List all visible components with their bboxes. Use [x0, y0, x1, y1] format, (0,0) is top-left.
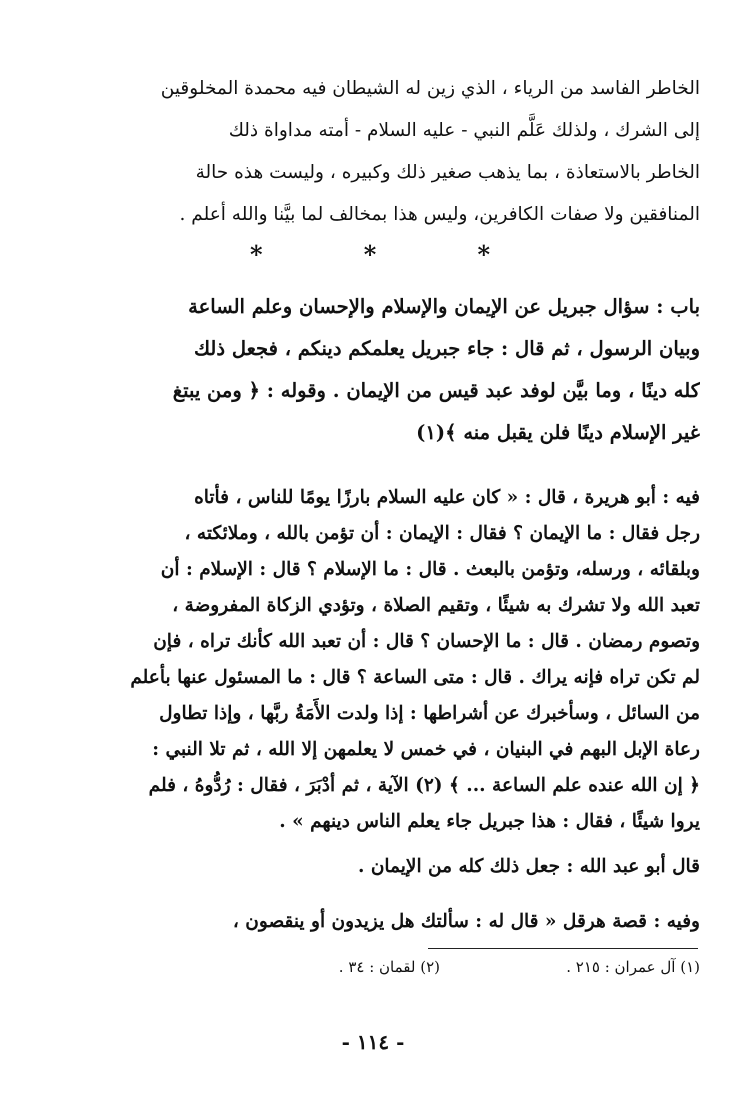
text-line: لم تكن تراه فإنه يراك . قال : متى الساعة ؟ قال : ما المسئول عنها بأعلم [130, 667, 700, 688]
hadith-text [82, 480, 700, 840]
footnote-1: (١) آل عمران : ٢١٥ . [566, 958, 700, 976]
heading-line: غير الإسلام دينًا فلن يقبل منه ﴾(١) [416, 421, 700, 444]
separator-star: * [477, 240, 490, 269]
text-line: وبلقائه ، ورسله، وتؤمن بالبعث . قال : ما الإسلام ؟ قال : الإسلام : أن [160, 559, 700, 580]
text-line: الخاطر الفاسد من الرياء ، الذي زين له الشيطان فيه محمدة المخلوقين [160, 78, 700, 99]
footnotes [82, 958, 700, 976]
text-line: رجل فقال : ما الإيمان ؟ فقال : الإيمان : أن تؤمن بالله ، وملائكته ، [184, 523, 700, 544]
footnote-2: (٢) لقمان : ٣٤ . [338, 958, 440, 976]
text-line: فيه : أبو هريرة ، قال : « كان عليه السلام بارزًا يومًا للناس ، فأتاه [194, 487, 700, 508]
separator-star: * [363, 240, 377, 269]
text-line: المنافقين ولا صفات الكافرين، وليس هذا بمخالف لما بيَّنا والله أعلم . [179, 204, 700, 225]
chapter-heading [82, 286, 700, 454]
text-line: رعاة الإبل البهم في البنيان ، في خمس لا يعلمهن إلا الله ، ثم تلا النبي : [152, 739, 700, 760]
abu-abdullah-note [82, 848, 700, 886]
text-line: قال أبو عبد الله : جعل ذلك كله من الإيمان . [357, 856, 700, 877]
section-separator [250, 240, 490, 269]
heraql-paragraph [82, 902, 700, 942]
text-line: يروا شيئًا ، فقال : هذا جبريل جاء يعلم الناس دينهم » . [279, 811, 700, 832]
text-line: إلى الشرك ، ولذلك عَلَّم النبي - عليه السلام - أمته مداواة ذلك [228, 120, 700, 141]
heading-line: باب : سؤال جبريل عن الإيمان والإسلام والإحسان وعلم الساعة [188, 295, 700, 318]
paragraph-continuation [82, 68, 700, 236]
text-line: من السائل ، وسأخبرك عن أشراطها : إذا ولدت الأَمَةُ ربَّها ، وإذا تطاول [159, 703, 700, 724]
text-line: الخاطر بالاستعاذة ، بما يذهب صغير ذلك وكبيره ، وليست هذه حالة [195, 162, 700, 183]
text-line: ﴿ إن الله عنده علم الساعة ... ﴾ (٢) الآية ، ثم أدْبَرَ ، فقال : رُدُّوهُ ، فلم [148, 775, 700, 796]
separator-star: * [250, 240, 263, 269]
text-line: تعبد الله ولا تشرك به شيئًا ، وتقيم الصلاة ، وتؤدي الزكاة المفروضة ، [172, 595, 700, 616]
text-line: وتصوم رمضان . قال : ما الإحسان ؟ قال : أن تعبد الله كأنك تراه ، فإن [153, 631, 700, 652]
heading-line: كله دينًا ، وما بيَّن لوفد عبد قيس من الإيمان . وقوله : ﴿ ومن يبتغ [172, 379, 700, 402]
text-line: وفيه : قصة هرقل « قال له : سألتك هل يزيدون أو ينقصون ، [232, 911, 700, 932]
heading-line: وبيان الرسول ، ثم قال : جاء جبريل يعلمكم دينكم ، فجعل ذلك [193, 337, 700, 360]
footnote-divider [428, 948, 698, 949]
page-number: - ١١٤ - [341, 1030, 405, 1054]
